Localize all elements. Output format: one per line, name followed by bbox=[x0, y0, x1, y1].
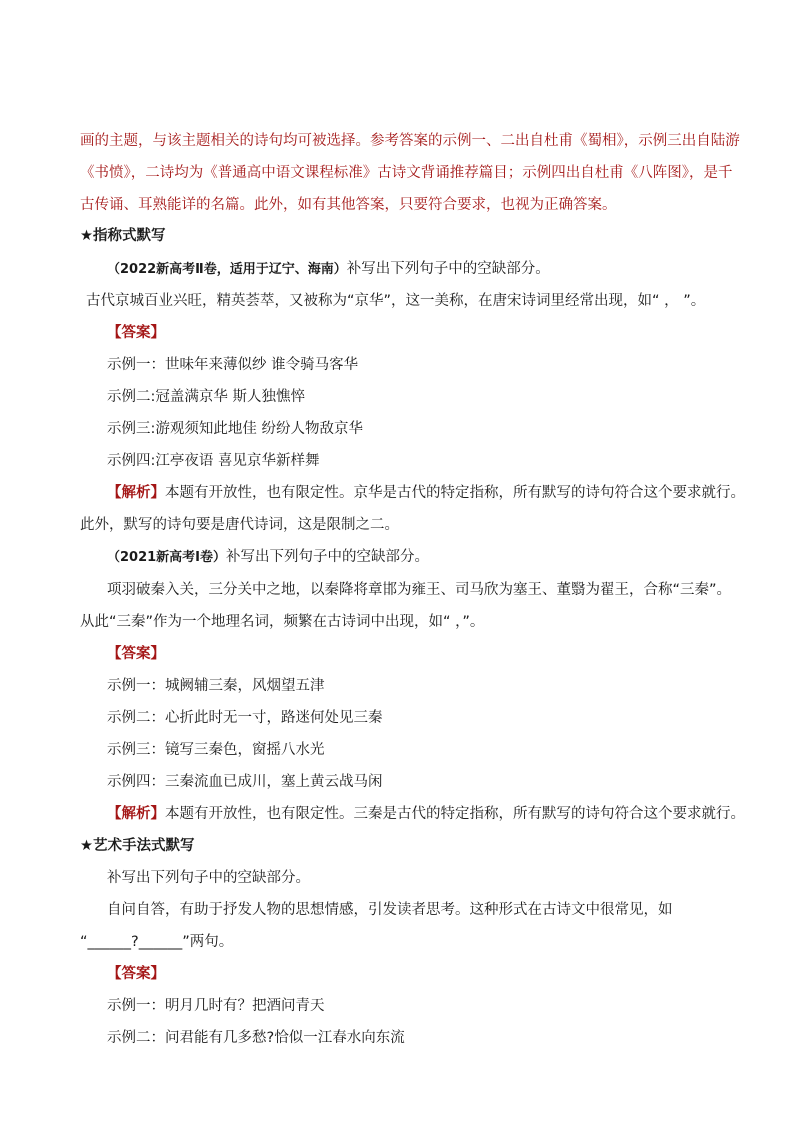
analysis-text-continued: 此外，默写的诗句要是唐代诗词，这是限制之二。 bbox=[80, 517, 399, 533]
answer-example: 示例二：问君能有几多愁?恰似一江春水向东流 bbox=[107, 1030, 405, 1046]
intro-line-2: 《书愤》，二诗均为《普通高中语文课程标准》古诗文背诵推荐篇目；示例四出自杜甫《八阵图》，是千 bbox=[80, 165, 733, 181]
answer-example: 示例二:冠盖满京华 斯人独憔悴 bbox=[107, 389, 305, 405]
question-text: 古代京城百业兴旺，精英荟萃，又被称为“京华”，这一美称，在唐宋诗词里经常出现，如“ ， ”。 bbox=[86, 293, 706, 309]
intro-line-3: 古传诵、耳熟能详的名篇。此外，如有其他答案，只要符合要求，也视为正确答案。 bbox=[80, 197, 617, 213]
answer-example: 示例四：三秦流血已成川，塞上黄云战马闲 bbox=[107, 774, 383, 790]
question-text-continued: “______?______”两句。 bbox=[80, 934, 234, 950]
answer-example: 示例二：心折此时无一寸，路迷何处见三秦 bbox=[107, 710, 383, 726]
analysis-text: 本题有开放性，也有限定性。三秦是古代的特定指称，所有默写的诗句符合这个要求就行。 bbox=[165, 806, 745, 822]
question-prompt: 补写出下列句子中的空缺部分。 bbox=[107, 870, 310, 886]
analysis-label: 【解析】 bbox=[107, 485, 165, 501]
question-text-continued: 从此“三秦”作为一个地理名词，频繁在古诗词中出现，如“ ，”。 bbox=[80, 614, 485, 630]
answer-label: 【答案】 bbox=[107, 646, 165, 662]
answer-example: 示例一：明月几时有？把酒问青天 bbox=[107, 998, 325, 1014]
question-source-line bbox=[107, 547, 429, 568]
answer-example: 示例四:江亭夜语 喜见京华新样舞 bbox=[107, 453, 320, 469]
section-heading-art-technique: ★艺术手法式默写 bbox=[80, 838, 195, 854]
analysis-line bbox=[107, 483, 745, 503]
question-prompt: 补写出下列句子中的空缺部分。 bbox=[346, 261, 550, 277]
answer-label: 【答案】 bbox=[107, 966, 165, 982]
intro-line-1: 画的主题，与该主题相关的诗句均可被选择。参考答案的示例一、二出自杜甫《蜀相》，示例三出自陆游 bbox=[80, 133, 740, 149]
answer-example: 示例三：镜写三秦色，窗摇八水光 bbox=[107, 742, 325, 758]
question-prompt: 补写出下列句子中的空缺部分。 bbox=[226, 549, 430, 565]
question-source: （2022新高考Ⅱ卷，适用于辽宁、海南） bbox=[107, 262, 347, 277]
question-text: 自问自答，有助于抒发人物的思想情感，引发读者思考。这种形式在古诗文中很常见，如 bbox=[107, 902, 673, 918]
answer-example: 示例三:游观须知此地佳 纷纷人物敌京华 bbox=[107, 421, 363, 437]
analysis-text: 本题有开放性，也有限定性。京华是古代的特定指称，所有默写的诗句符合这个要求就行。 bbox=[165, 485, 745, 501]
question-text: 项羽破秦入关，三分关中之地，以秦降将章邯为雍王、司马欣为塞王、董翳为翟王，合称“三秦”。 bbox=[107, 582, 732, 598]
analysis-line bbox=[107, 804, 745, 824]
analysis-label: 【解析】 bbox=[107, 806, 165, 822]
question-source-line bbox=[107, 259, 550, 280]
question-source: （2021新高考Ⅰ卷） bbox=[107, 550, 227, 565]
answer-label: 【答案】 bbox=[107, 325, 165, 341]
answer-example: 示例一：城阙辅三秦，风烟望五津 bbox=[107, 678, 325, 694]
answer-example: 示例一：世味年来薄似纱 谁令骑马客华 bbox=[107, 357, 359, 373]
section-heading-designation: ★指称式默写 bbox=[80, 228, 166, 244]
